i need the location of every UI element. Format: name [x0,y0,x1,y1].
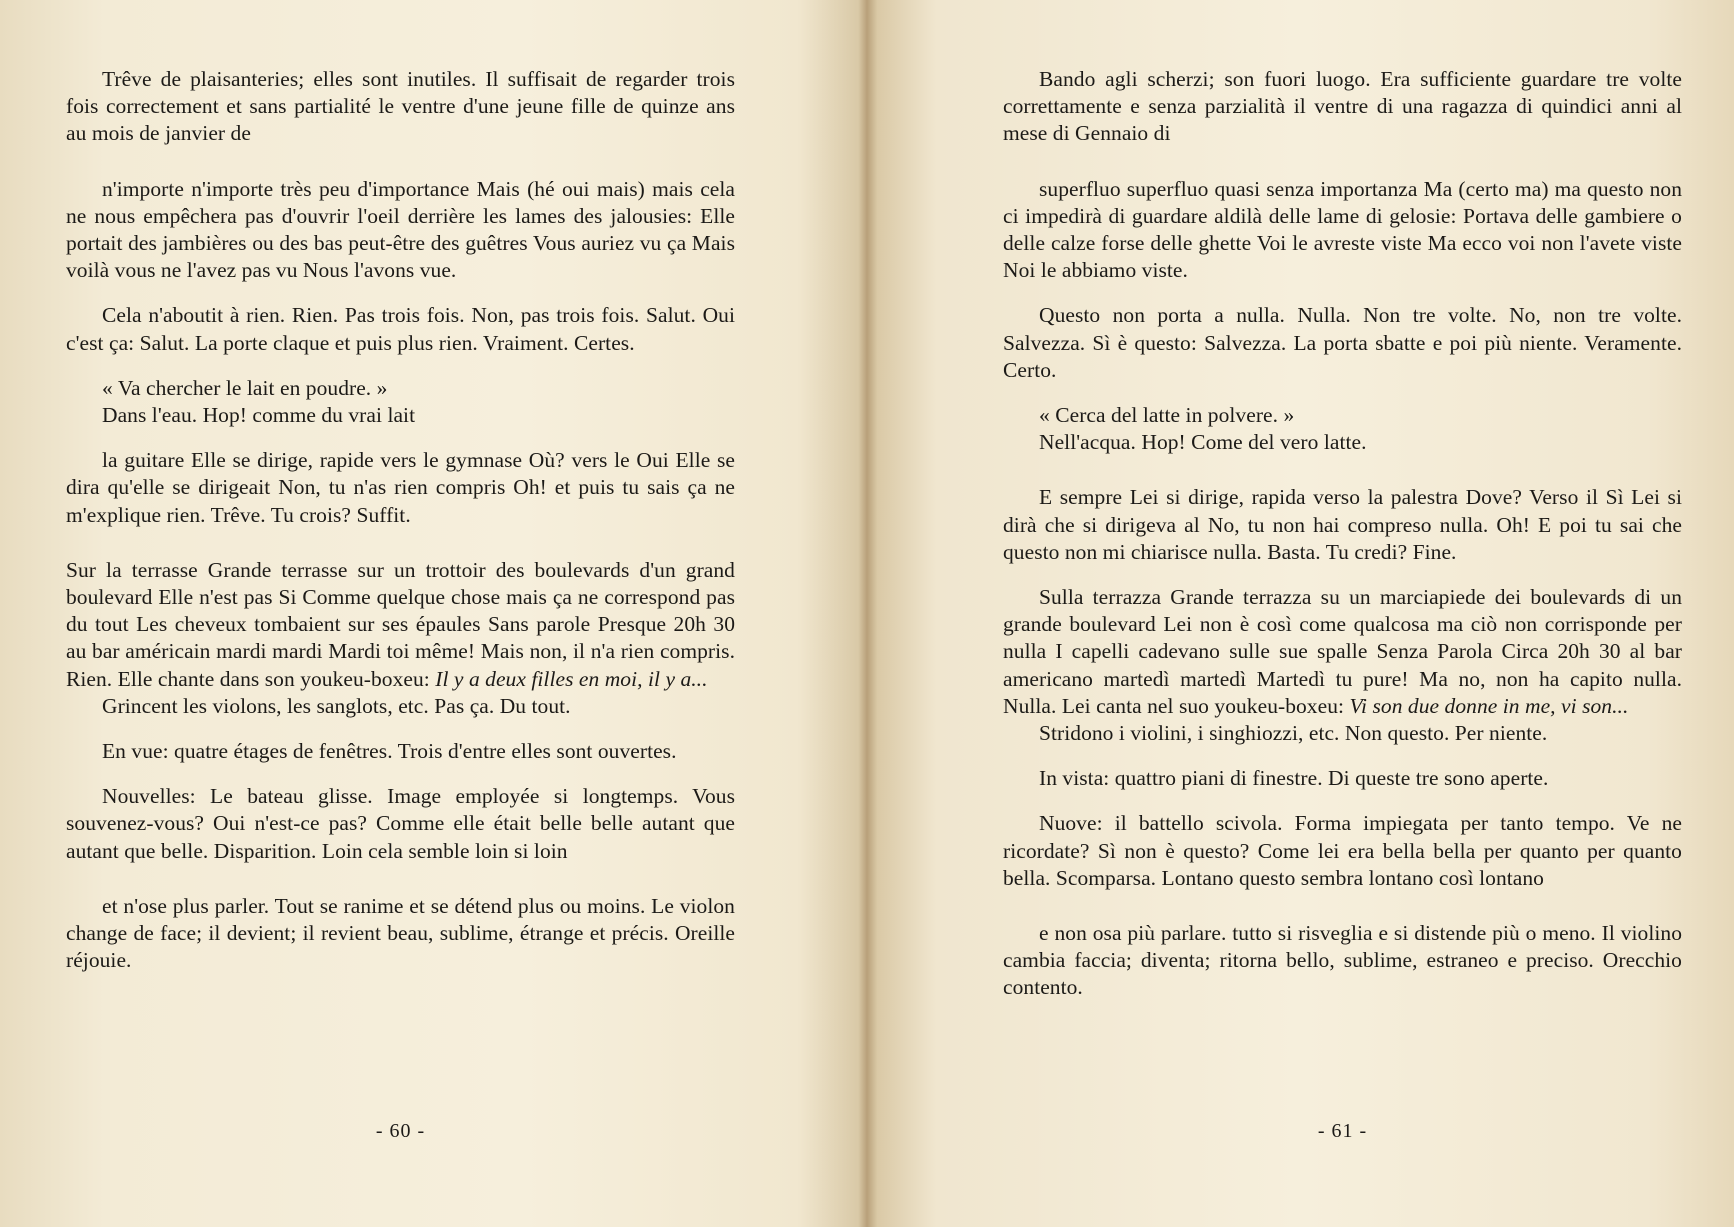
paragraph-text: Questo non porta a nulla. Nulla. Non tre volte. No, non tre volte. Salvezza. Sì è questo: Salvezza. La porta sbatte e poi più niente. Veramente. Certo. [1003,303,1682,382]
paragraph [1003,584,1682,720]
paragraph [66,783,735,865]
paragraph-text: Nuove: il battello scivola. Forma impiegata per tanto tempo. Ve ne ricordate? Sì non è questo? Come lei era bella bella per quanto per quanto bella. Scomparsa. Lontano questo sembra lontano così lontano [1003,811,1682,890]
paragraph [66,738,735,765]
paragraph [66,176,735,285]
song-lyric: Il y a deux filles en moi, il y a... [435,666,708,691]
paragraph-text: Nell'acqua. Hop! Come del vero latte. [1039,430,1367,455]
paragraph [1003,765,1682,792]
paragraph-text: et n'ose plus parler. Tout se ranime et se détend plus ou moins. Le violon change de face; il devient; il revient beau, sublime, étrange et précis. Oreille réjouie. [66,893,735,973]
paragraph-text: Trêve de plaisanteries; elles sont inutiles. Il suffisait de regarder trois fois correctement et sans partialité le ventre d'une jeune fille de quinze ans au mois de janvier de [66,67,735,146]
paragraph [1003,484,1682,566]
paragraph [1003,176,1682,285]
paragraph-text: la guitare Elle se dirige, rapide vers le gymnase Où? vers le Oui Elle se dira qu'elle se dirigeait Non, tu n'as rien compris Oh! et puis tu sais ça ne m'explique rien. Trêve. Tu crois? Suffit. [66,448,735,527]
paragraph-text: n'importe n'importe très peu d'importance Mais (hé oui mais) mais cela ne nous empêchera pas d'ouvrir l'oeil derrière les lames des jalousies: Elle portait des jambières ou des bas peut-être des guêtres Vous auriez vu ça Mais voilà vous ne l'avez pas vu Nous l'avons vue. [66,176,735,283]
paragraph [1003,402,1682,429]
paragraph [1003,920,1682,1002]
paragraph-text: Dans l'eau. Hop! comme du vrai lait [102,403,416,428]
paragraph [1003,302,1682,384]
left-page-number: - 60 - [375,1120,426,1142]
paragraph [1003,66,1682,148]
paragraph-text: In vista: quattro piani di finestre. Di queste tre sono aperte. [1039,766,1549,791]
left-page-body [66,66,735,974]
paragraph-text: Stridono i violini, i singhiozzi, etc. Non questo. Per niente. [1039,721,1548,746]
paragraph-text: « Va chercher le lait en poudre. » [102,375,388,400]
paragraph-text: « Cerca del latte in polvere. » [1039,403,1295,428]
paragraph [66,302,735,356]
paragraph-text: Sur la terrasse Grande terrasse sur un trottoir des boulevards d'un grand boulevard Elle n'est pas Si Comme quelque chose mais ça ne correspond pas du tout Les cheveux tombaient sur ses épaules Sans parole Presque 20h 30 au bar américain mardi mardi Mardi toi même! Mais non, il n'a rien compris. Rien. Elle chante dans son youkeu-boxeu: [66,557,735,691]
paragraph-text: E sempre Lei si dirige, rapida verso la palestra Dove? Verso il Sì Lei si dirà che si dirigeva al No, tu non hai compreso nulla. Oh! E poi tu sai che questo non mi chiarisce nulla. Basta. Tu credi? Fine. [1003,485,1682,564]
song-lyric: Vi son due donne in me, vi son... [1349,693,1629,718]
paragraph-text: Sulla terrazza Grande terrazza su un marciapiede dei boulevards di un grande boulevard Lei non è così come qualcosa ma ciò non corrisponde per nulla I capelli cadevano sulle sue spalle Senza Parola Circa 20h 30 al bar americano martedì martedì Martedì tu pure! Ma no, non ha capito nulla. Nulla. Lei canta nel suo youkeu-boxeu: [1003,585,1682,718]
paragraph-text: e non osa più parlare. tutto si risveglia e si distende più o meno. Il violino cambia faccia; diventa; ritorna bello, sublime, estraneo e preciso. Orecchio contento. [1003,921,1682,1000]
paragraph-text: Bando agli scherzi; son fuori luogo. Era sufficiente guardare tre volte correttamente e senza parzialità il ventre di una ragazza di quindici anni al mese di Gennaio di [1003,67,1682,146]
right-page-body [1003,66,1682,1002]
paragraph [66,66,735,148]
paragraph [1003,720,1682,747]
paragraph-text: En vue: quatre étages de fenêtres. Trois d'entre elles sont ouvertes. [102,739,677,764]
paragraph [66,402,735,429]
paragraph-text: Cela n'aboutit à rien. Rien. Pas trois fois. Non, pas trois fois. Salut. Oui c'est ça: Salut. La porte claque et puis plus rien. Vraiment. Certes. [66,303,735,355]
paragraph-text: Grincent les violons, les sanglots, etc. Pas ça. Du tout. [102,693,571,718]
paragraph [66,557,735,693]
paragraph [66,893,735,975]
paragraph [66,375,735,402]
right-page [867,0,1734,1227]
paragraph [66,693,735,720]
paragraph [1003,429,1682,456]
paragraph-text: superfluo superfluo quasi senza importanza Ma (certo ma) ma questo non ci impedirà di guardare aldilà delle lame di gelosie: Portava delle gambiere o delle calze forse delle ghette Voi le avreste viste Ma ecco voi non l'avete viste Noi le abbiamo viste. [1003,176,1682,283]
paragraph-text: Nouvelles: Le bateau glisse. Image employée si longtemps. Vous souvenez-vous? Oui n'est-ce pas? Comme elle était belle belle autant que autant que belle. Disparition. Loin cela semble loin si loin [66,784,735,863]
right-page-number: - 61 - [1317,1120,1368,1142]
paragraph [66,447,735,529]
paragraph [1003,810,1682,892]
